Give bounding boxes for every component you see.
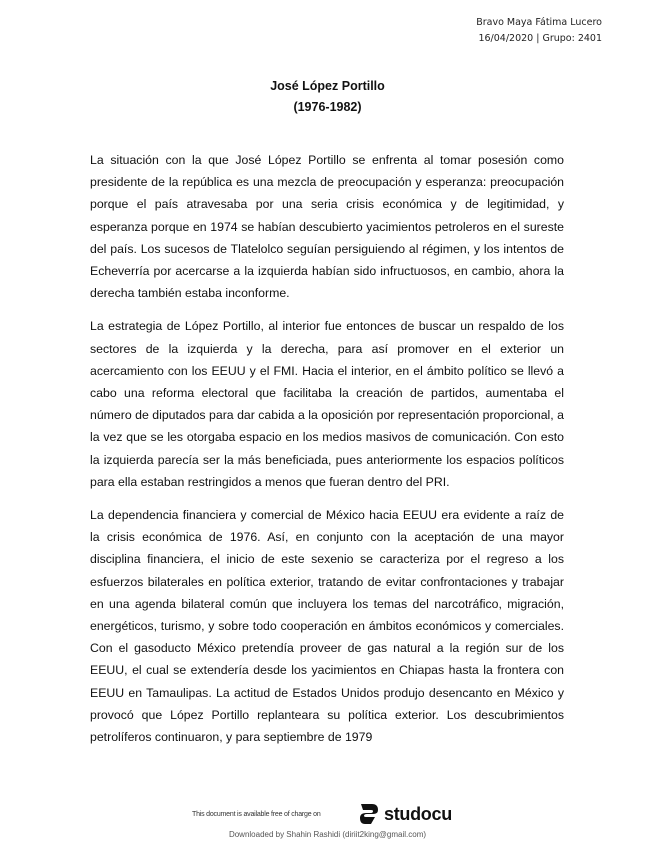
availability-text: This document is available free of charge on [192, 811, 321, 818]
paragraph-1: La situación con la que José López Portillo se enfrenta al tomar posesión como presidente de la república es una mezcla de preocupación y esperanza: preocupación porque el país atravesaba por una seria crisis económica y de legitimidad, y esperanza porque en 1974 se habían descubierto yacimientos petroleros en el sureste del país. Los sucesos de Tlatelolco seguían persiguiendo al régimen, y los intentos de Echeverría por acercarse a la izquierda habían sido infructuosos, en cambio, ahora la derecha también estaba inconforme. [90, 153, 564, 301]
page-footer [0, 802, 655, 848]
document-title [0, 76, 655, 118]
studocu-logo-text: studocu [384, 803, 452, 824]
document-body [90, 149, 564, 759]
date-group: 16/04/2020 | Grupo: 2401 [478, 33, 602, 44]
title-years: (1976-1982) [293, 100, 362, 114]
paragraph-3: La dependencia financiera y comercial de México hacia EEUU era evidente a raíz de la crisis económica de 1976. Así, en conjunto con la aceptación de una mayor disciplina financiera, el inicio de este sexenio se caracteriza por el regreso a los esfuerzos bilaterales en política exterior, tratando de evitar confrontaciones y trabajar en una agenda bilateral común que incluyera los temas del narcotráfico, migración, energéticos, turismo, y sobre todo cooperación en ámbitos económicos y comerciales. Con el gasoducto México pretendía proveer de gas natural a la región sur de los EEUU, el cual se extendería desde los yacimientos en Chiapas hasta la frontera con EEUU en Tamaulipas. La actitud de Estados Unidos produjo desencanto en México y provocó que López Portillo replanteara su política exterior. Los descubrimientos petrolíferos continuaron, y para septiembre de 1979 [90, 508, 564, 745]
studocu-logo-icon [358, 802, 380, 826]
title-name: José López Portillo [270, 79, 385, 93]
author-name: Bravo Maya Fátima Lucero [476, 17, 602, 28]
document-header [476, 15, 602, 47]
downloaded-by-text: Downloaded by Shahin Rashidi (diriit2king@gmail.com) [228, 830, 427, 839]
paragraph-2: La estrategia de López Portillo, al interior fue entonces de buscar un respaldo de los sectores de la izquierda y la derecha, para así promover en el exterior un acercamiento con los EEUU y el FMI. Hacia el interior, en el ámbito político se llevó a cabo una reforma electoral que facilitaba la creación de partidos, aumentaba el número de diputados para dar cabida a la oposición por representación proporcional, a la vez que se les otorgaba espacio en los medios masivos de comunicación. Con esto la izquierda parecía ser la más beneficiada, pues anteriormente los espacios políticos para ella estaban restringidos a menos que fueran dentro del PRI. [90, 319, 564, 489]
studocu-logo[interactable] [358, 802, 452, 826]
